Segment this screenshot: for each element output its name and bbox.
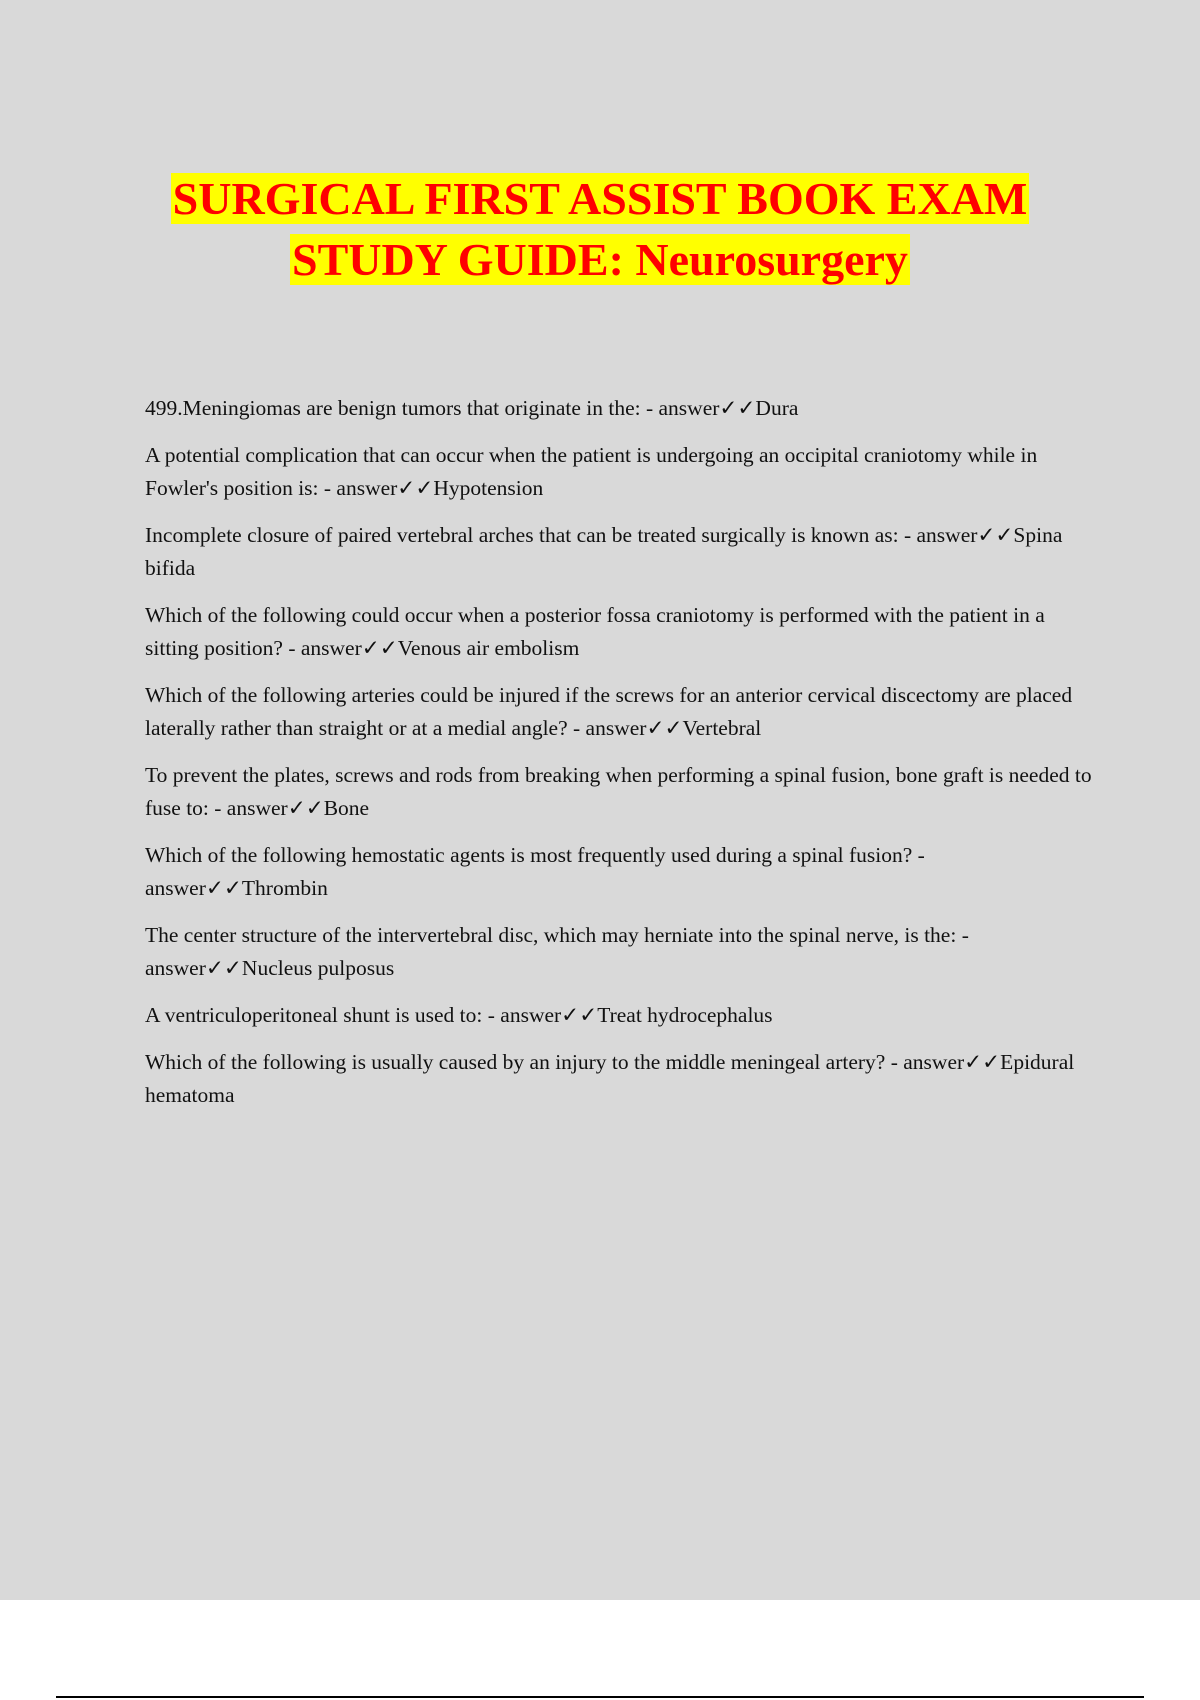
question-answer-list	[145, 392, 1095, 1126]
qa-item-10: Which of the following is usually caused by an injury to the middle meningeal artery? - answer✓✓Epidural hematoma	[145, 1050, 1075, 1107]
title-line-1: SURGICAL FIRST ASSIST BOOK EXAM	[172, 173, 1028, 224]
bottom-divider	[56, 1696, 1144, 1698]
qa-item-2: A potential complication that can occur when the patient is undergoing an occipital craniotomy while in Fowler's position is: - answer✓✓Hypotension	[145, 443, 1038, 500]
qa-item-5: Which of the following arteries could be injured if the screws for an anterior cervical discectomy are placed laterally rather than straight or at a medial angle? - answer✓✓Vertebral	[145, 683, 1073, 740]
qa-item-3: Incomplete closure of paired vertebral arches that can be treated surgically is known as: - answer✓✓Spina bifida	[145, 523, 1063, 580]
title-line-2: STUDY GUIDE: Neurosurgery	[292, 234, 908, 285]
document-title	[0, 168, 1200, 290]
qa-item-9: A ventriculoperitoneal shunt is used to: - answer✓✓Treat hydrocephalus	[145, 1003, 773, 1027]
qa-item-4: Which of the following could occur when a posterior fossa craniotomy is performed with the patient in a sitting position? - answer✓✓Venous air embolism	[145, 603, 1045, 660]
qa-item-6: To prevent the plates, screws and rods from breaking when performing a spinal fusion, bone graft is needed to fuse to: - answer✓✓Bone	[145, 763, 1092, 820]
qa-item-7: Which of the following hemostatic agents is most frequently used during a spinal fusion? - answer✓✓Thrombin	[145, 843, 925, 900]
qa-item-8: The center structure of the intervertebral disc, which may herniate into the spinal nerve, is the: - answer✓✓Nucleus pulposus	[145, 923, 969, 980]
qa-item-1: 499.Meningiomas are benign tumors that originate in the: - answer✓✓Dura	[145, 396, 799, 420]
